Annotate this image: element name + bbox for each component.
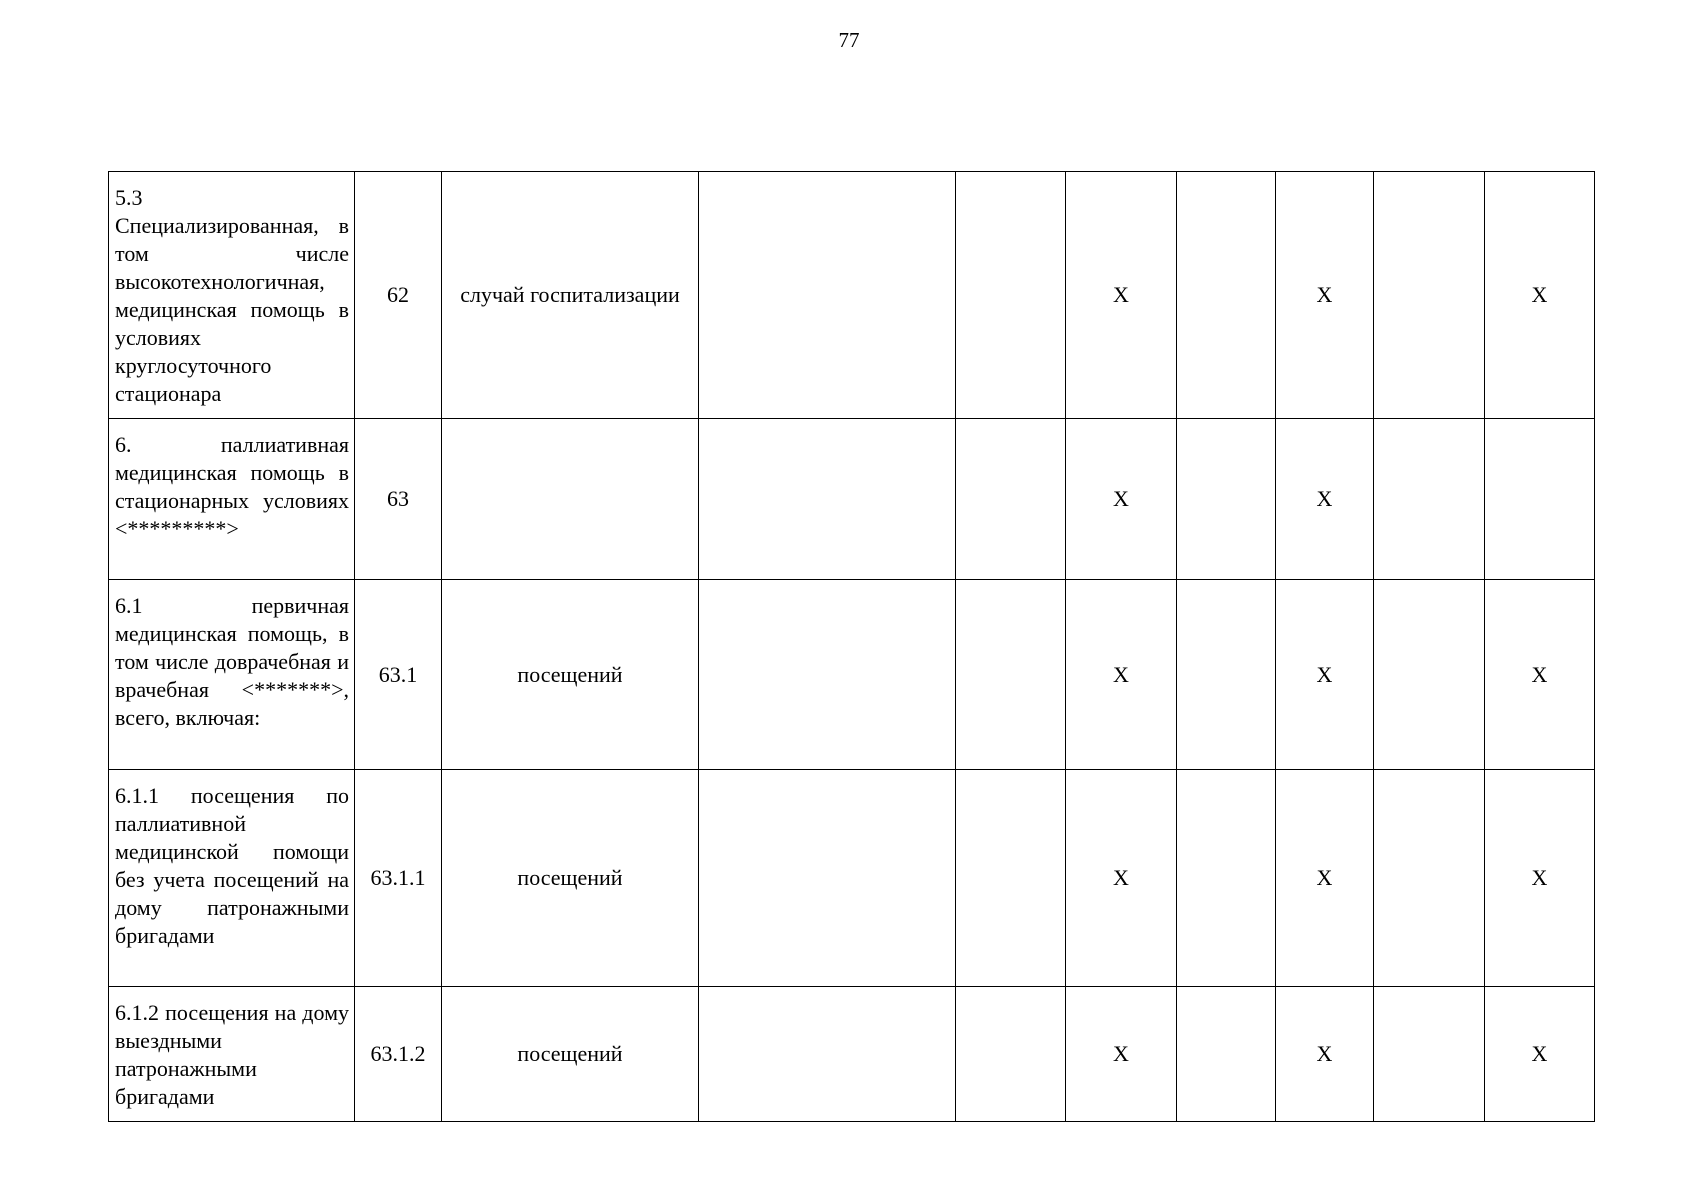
row-code-cell: 63.1.1: [355, 770, 442, 987]
row-unit-cell: случай госпитализации: [442, 172, 699, 419]
table-cell: [956, 770, 1066, 987]
table-cell: [1374, 419, 1485, 580]
table-cell: [1374, 987, 1485, 1122]
row-name-cell: 6.1.2 посещения на дому выездными патронажными бригадами: [109, 987, 355, 1122]
table-cell: [1374, 770, 1485, 987]
table-cell: X: [1485, 580, 1595, 770]
table-cell: [699, 580, 956, 770]
table-cell: X: [1485, 987, 1595, 1122]
table-cell: [1177, 580, 1276, 770]
table-row: [109, 987, 1595, 1122]
data-table: [108, 171, 1595, 1122]
table-row: [109, 770, 1595, 987]
row-code-cell: 63.1: [355, 580, 442, 770]
table-cell: [1374, 172, 1485, 419]
row-unit-cell: посещений: [442, 770, 699, 987]
table-cell: [956, 987, 1066, 1122]
table-cell: [1485, 419, 1595, 580]
row-name-cell: 6.1 первичная медицинская помощь, в том числе доврачебная и врачебная <*******>, всего, включая:: [109, 580, 355, 770]
table-cell: X: [1485, 770, 1595, 987]
table-cell: [699, 419, 956, 580]
table-cell: X: [1276, 987, 1374, 1122]
table-cell: X: [1276, 419, 1374, 580]
table-cell: [1177, 419, 1276, 580]
table-cell: [956, 419, 1066, 580]
table-cell: X: [1066, 580, 1177, 770]
page-number: 77: [838, 28, 860, 52]
table-cell: X: [1066, 419, 1177, 580]
table-cell: [699, 172, 956, 419]
table-cell: [699, 770, 956, 987]
row-code-cell: 62: [355, 172, 442, 419]
table-cell: [1177, 987, 1276, 1122]
table-cell: [1177, 172, 1276, 419]
table-cell: X: [1276, 770, 1374, 987]
table-cell: [956, 172, 1066, 419]
table-cell: X: [1066, 770, 1177, 987]
table-cell: [956, 580, 1066, 770]
table-cell: [699, 987, 956, 1122]
row-name-cell: 6.1.1 посещения по паллиативной медицинской помощи без учета посещений на дому патронажными бригадами: [109, 770, 355, 987]
table-cell: X: [1066, 172, 1177, 419]
table-cell: X: [1066, 987, 1177, 1122]
table-row: [109, 580, 1595, 770]
row-name-cell: 5.3 Специализированная, в том числе высокотехнологичная, медицинская помощь в условиях круглосуточного стационара: [109, 172, 355, 419]
table-cell: [1374, 580, 1485, 770]
table-row: [109, 419, 1595, 580]
table-row: [109, 172, 1595, 419]
row-code-cell: 63: [355, 419, 442, 580]
table-cell: [1177, 770, 1276, 987]
row-unit-cell: посещений: [442, 987, 699, 1122]
table-cell: X: [1485, 172, 1595, 419]
row-name-cell: 6. паллиативная медицинская помощь в стационарных условиях <*********>: [109, 419, 355, 580]
row-unit-cell: [442, 419, 699, 580]
row-code-cell: 63.1.2: [355, 987, 442, 1122]
table-cell: X: [1276, 580, 1374, 770]
row-unit-cell: посещений: [442, 580, 699, 770]
table-cell: X: [1276, 172, 1374, 419]
